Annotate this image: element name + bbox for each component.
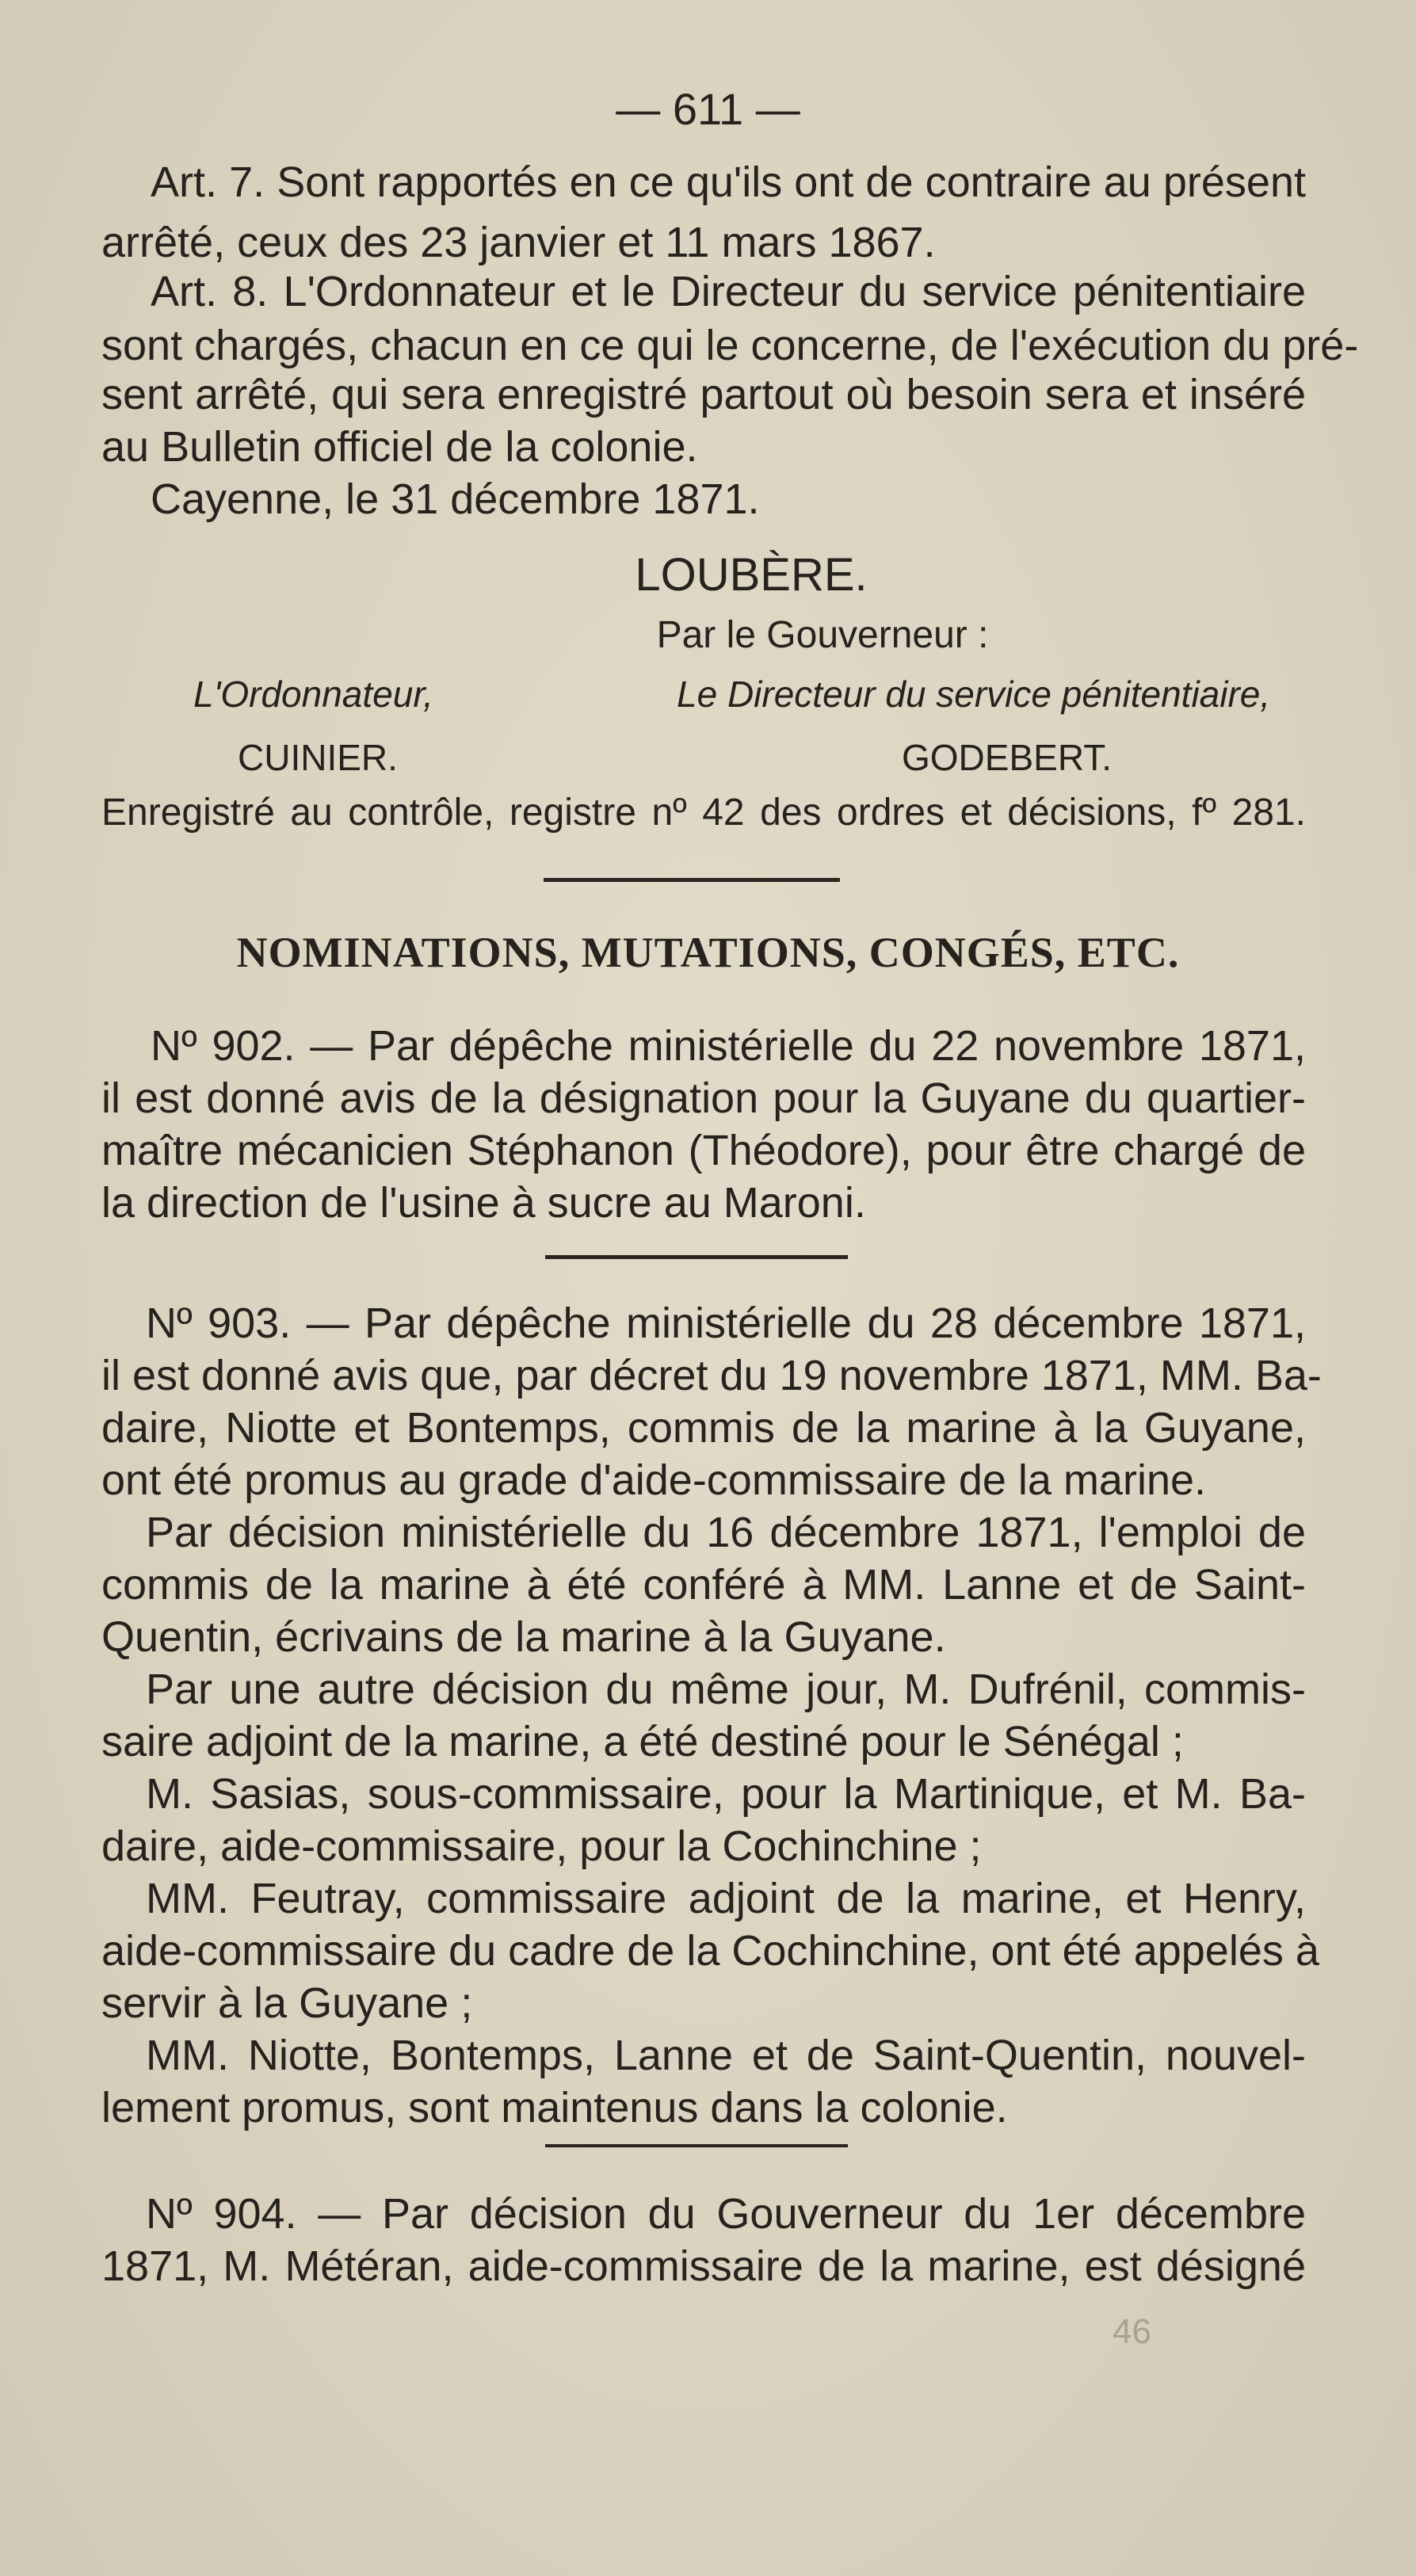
article-line: au Bulletin officiel de la colonie. — [101, 423, 698, 471]
section-title: NOMINATIONS, MUTATIONS, CONGÉS, ETC. — [236, 929, 1180, 976]
signature-mark: 46 — [1113, 2312, 1151, 2351]
entry-line: M. Sasias, sous-commissaire, pour la Martinique, et M. Ba- — [146, 1770, 1306, 1818]
entry-line: maître mécanicien Stéphanon (Théodore), pour être chargé de — [101, 1127, 1306, 1174]
signature-name: LOUBÈRE. — [635, 549, 868, 601]
entry-line: Nº 903. — Par dépêche ministérielle du 28 décembre 1871, — [146, 1299, 1306, 1347]
directeur-name: GODEBERT. — [902, 737, 1112, 778]
entry-line: aide-commissaire du cadre de la Cochinchine, ont été appelés à — [101, 1927, 1319, 1975]
entry-line: MM. Feutray, commissaire adjoint de la marine, et Henry, — [146, 1875, 1306, 1922]
entry-line: MM. Niotte, Bontemps, Lanne et de Saint-Quentin, nouvel- — [146, 2032, 1306, 2079]
entry-line: Nº 904. — Par décision du Gouverneur du 1er décembre — [146, 2190, 1306, 2238]
entry-line: lement promus, sont maintenus dans la colonie. — [101, 2084, 1008, 2131]
entry-line: Nº 902. — Par dépêche ministérielle du 22 novembre 1871, — [151, 1022, 1306, 1070]
registration-line: Enregistré au contrôle, registre nº 42 des ordres et décisions, fº 281. — [101, 792, 1306, 834]
entry-line: il est donné avis de la désignation pour la Guyane du quartier- — [101, 1074, 1306, 1122]
entry-line: Quentin, écrivains de la marine à la Guyane. — [101, 1613, 946, 1661]
ordonnateur-title: L'Ordonnateur, — [193, 674, 433, 715]
date-line: Cayenne, le 31 décembre 1871. — [151, 475, 760, 523]
page-number: — 611 — — [616, 84, 800, 134]
entry-line: servir à la Guyane ; — [101, 1979, 473, 2027]
divider-rule — [545, 1255, 848, 1259]
article-line: Art. 7. Sont rapportés en ce qu'ils ont de contraire au présent — [151, 158, 1306, 206]
entry-line: ont été promus au grade d'aide-commissaire de la marine. — [101, 1456, 1207, 1504]
entry-line: 1871, M. Météran, aide-commissaire de la marine, est désigné — [101, 2242, 1306, 2290]
article-line: sent arrêté, qui sera enregistré partout où besoin sera et inséré — [101, 371, 1306, 418]
divider-rule — [544, 878, 840, 882]
entry-line: Par une autre décision du même jour, M. Dufrénil, commis- — [146, 1666, 1306, 1713]
entry-line: daire, Niotte et Bontemps, commis de la marine à la Guyane, — [101, 1404, 1306, 1452]
entry-line: la direction de l'usine à sucre au Maroni. — [101, 1179, 866, 1227]
article-line: arrêté, ceux des 23 janvier et 11 mars 1867. — [101, 219, 936, 266]
entry-line: il est donné avis que, par décret du 19 novembre 1871, MM. Ba- — [101, 1352, 1322, 1399]
par-gouverneur: Par le Gouverneur : — [656, 614, 989, 656]
ordonnateur-name: CUINIER. — [238, 737, 398, 778]
entry-line: Par décision ministérielle du 16 décembre 1871, l'emploi de — [146, 1509, 1306, 1556]
entry-line: saire adjoint de la marine, a été destiné pour le Sénégal ; — [101, 1718, 1184, 1765]
article-line: Art. 8. L'Ordonnateur et le Directeur du service pénitentiaire — [151, 268, 1306, 315]
entry-line: commis de la marine à été conféré à MM. Lanne et de Saint- — [101, 1561, 1306, 1609]
article-line: sont chargés, chacun en ce qui le concerne, de l'exécution du pré- — [101, 322, 1359, 369]
directeur-title: Le Directeur du service pénitentiaire, — [677, 674, 1271, 715]
divider-rule — [545, 2144, 848, 2147]
entry-line: daire, aide-commissaire, pour la Cochinchine ; — [101, 1822, 982, 1870]
